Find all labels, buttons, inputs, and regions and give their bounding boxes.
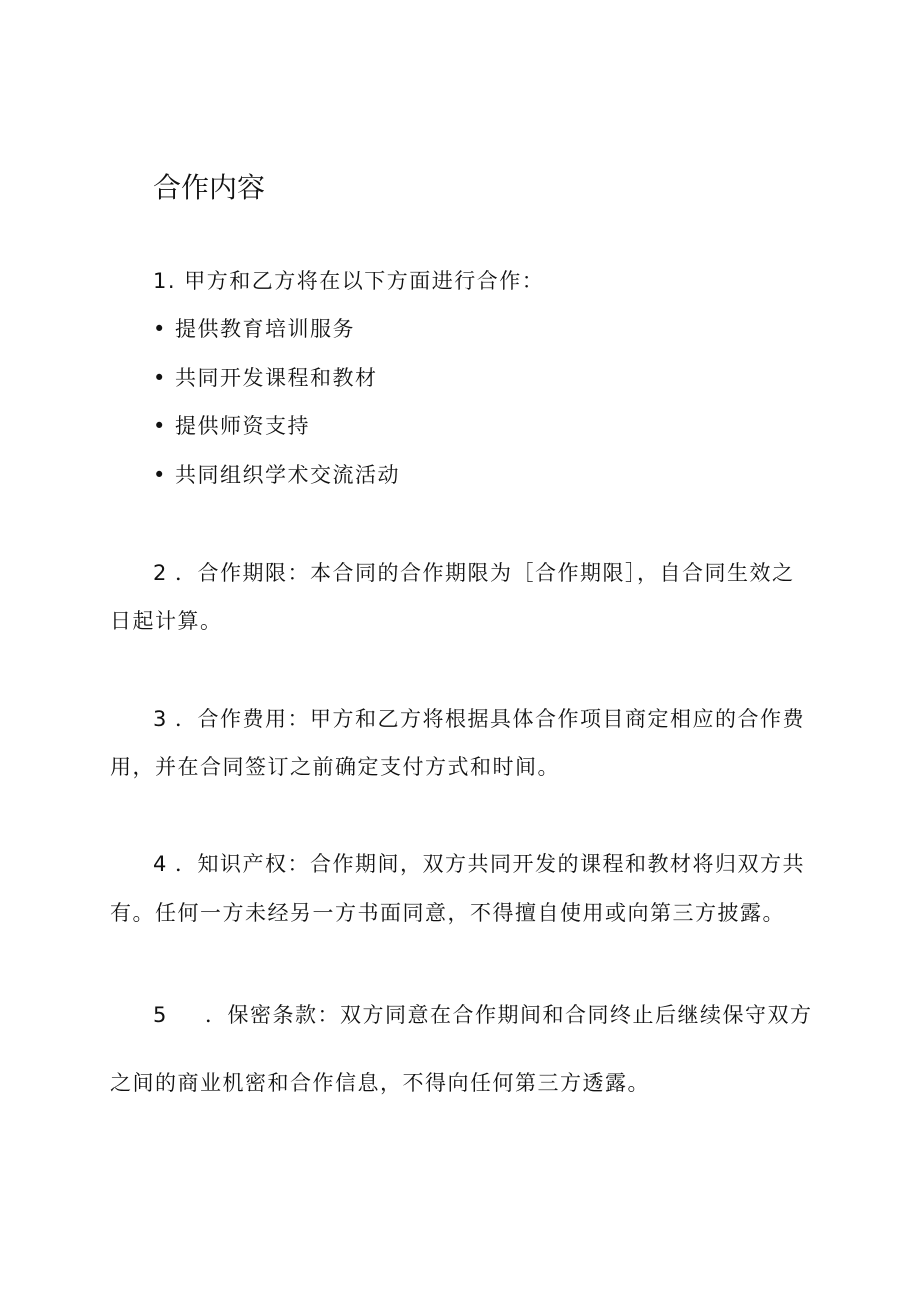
list-item <box>153 411 310 441</box>
section-4-line-2: 有。任何一方未经另一方书面同意，不得擅自使用或向第三方披露。 <box>110 901 785 925</box>
section-5-line-1 <box>153 1000 813 1030</box>
list-item-text: 提供师资支持 <box>175 414 310 438</box>
section-5-line-2: 之间的商业机密和合作信息，不得向任何第三方透露。 <box>110 1071 650 1095</box>
section-5-text: ．保密条款：双方同意在合作期间和合同终止后继续保守双方 <box>205 1003 813 1027</box>
section-3-line-1 <box>153 704 805 734</box>
section-2-number: 2 <box>153 561 168 585</box>
page-title: 合作内容 <box>153 171 266 204</box>
section-2-text: ．合作期限：本合同的合作期限为［合作期限］，自合同生效之 <box>175 561 795 585</box>
bullet-icon: • <box>153 366 167 390</box>
section-1-intro: 1. 甲方和乙方将在以下方面进行合作： <box>153 269 545 293</box>
section-2-line-1 <box>153 558 795 588</box>
bullet-icon: • <box>153 414 167 438</box>
section-2-line-2: 日起计算。 <box>110 609 223 633</box>
section-3-number: 3 <box>153 707 168 731</box>
list-item-text: 共同组织学术交流活动 <box>175 463 400 487</box>
list-item <box>153 363 378 393</box>
section-3-text: ．合作费用：甲方和乙方将根据具体合作项目商定相应的合作费 <box>175 707 805 731</box>
section-4-line-1 <box>153 849 805 879</box>
section-4-text: ．知识产权：合作期间，双方共同开发的课程和教材将归双方共 <box>175 852 805 876</box>
bullet-icon: • <box>153 463 167 487</box>
section-5-number: 5 <box>153 1003 168 1027</box>
list-item <box>153 314 355 344</box>
list-item-text: 提供教育培训服务 <box>175 317 355 341</box>
list-item-text: 共同开发课程和教材 <box>175 366 378 390</box>
section-4-number: 4 <box>153 852 168 876</box>
list-item <box>153 460 400 490</box>
bullet-icon: • <box>153 317 167 341</box>
section-3-line-2: 用，并在合同签订之前确定支付方式和时间。 <box>110 755 560 779</box>
